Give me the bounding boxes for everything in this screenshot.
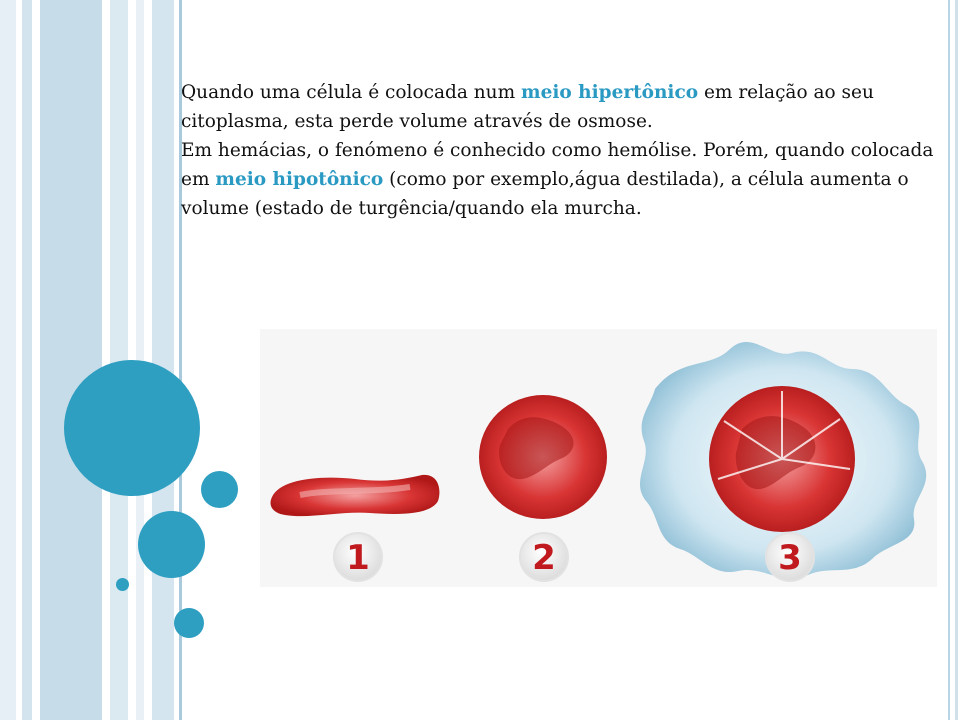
red-blood-cells-illustration <box>260 329 937 587</box>
badge-2 <box>520 533 568 581</box>
circle-large <box>64 360 200 496</box>
right-line-1 <box>948 0 950 720</box>
stripe-3 <box>40 0 102 720</box>
paragraph-2-part-2: (como por exemplo,água destilada), a célula aumenta o volume (estado de turgência/quando ela murcha. <box>181 169 909 219</box>
stripe-2 <box>22 0 32 720</box>
highlight-meio-hipertonico: meio hipertônico <box>521 82 699 103</box>
right-line-2 <box>955 0 958 720</box>
circle-small <box>116 578 129 591</box>
paragraph-1-part-2: em relação ao seu citoplasma, esta perde volume através de osmose. <box>181 82 874 132</box>
paragraph-2-part-1: Em hemácias, o fenómeno é conhecido como hemólise. Porém, quando colocada em <box>181 140 934 190</box>
cell-2 <box>479 395 607 519</box>
circle-medium-2 <box>138 511 205 578</box>
red-blood-cells-figure <box>260 329 937 587</box>
stripe-6 <box>152 0 174 720</box>
paragraph-2 <box>181 136 941 223</box>
circle-small-2 <box>174 608 204 638</box>
body-text <box>181 78 941 223</box>
paragraph-1 <box>181 78 941 136</box>
highlight-meio-hipotonico: meio hipotônico <box>215 169 384 190</box>
label-2: 2 <box>532 538 556 578</box>
paragraph-1-part-1: Quando uma célula é colocada num <box>181 82 522 103</box>
stripe-1 <box>0 0 16 720</box>
label-1: 1 <box>346 538 370 578</box>
badge-3 <box>766 533 814 581</box>
circle-medium <box>201 471 238 508</box>
label-3: 3 <box>778 538 802 578</box>
badge-1 <box>334 533 382 581</box>
